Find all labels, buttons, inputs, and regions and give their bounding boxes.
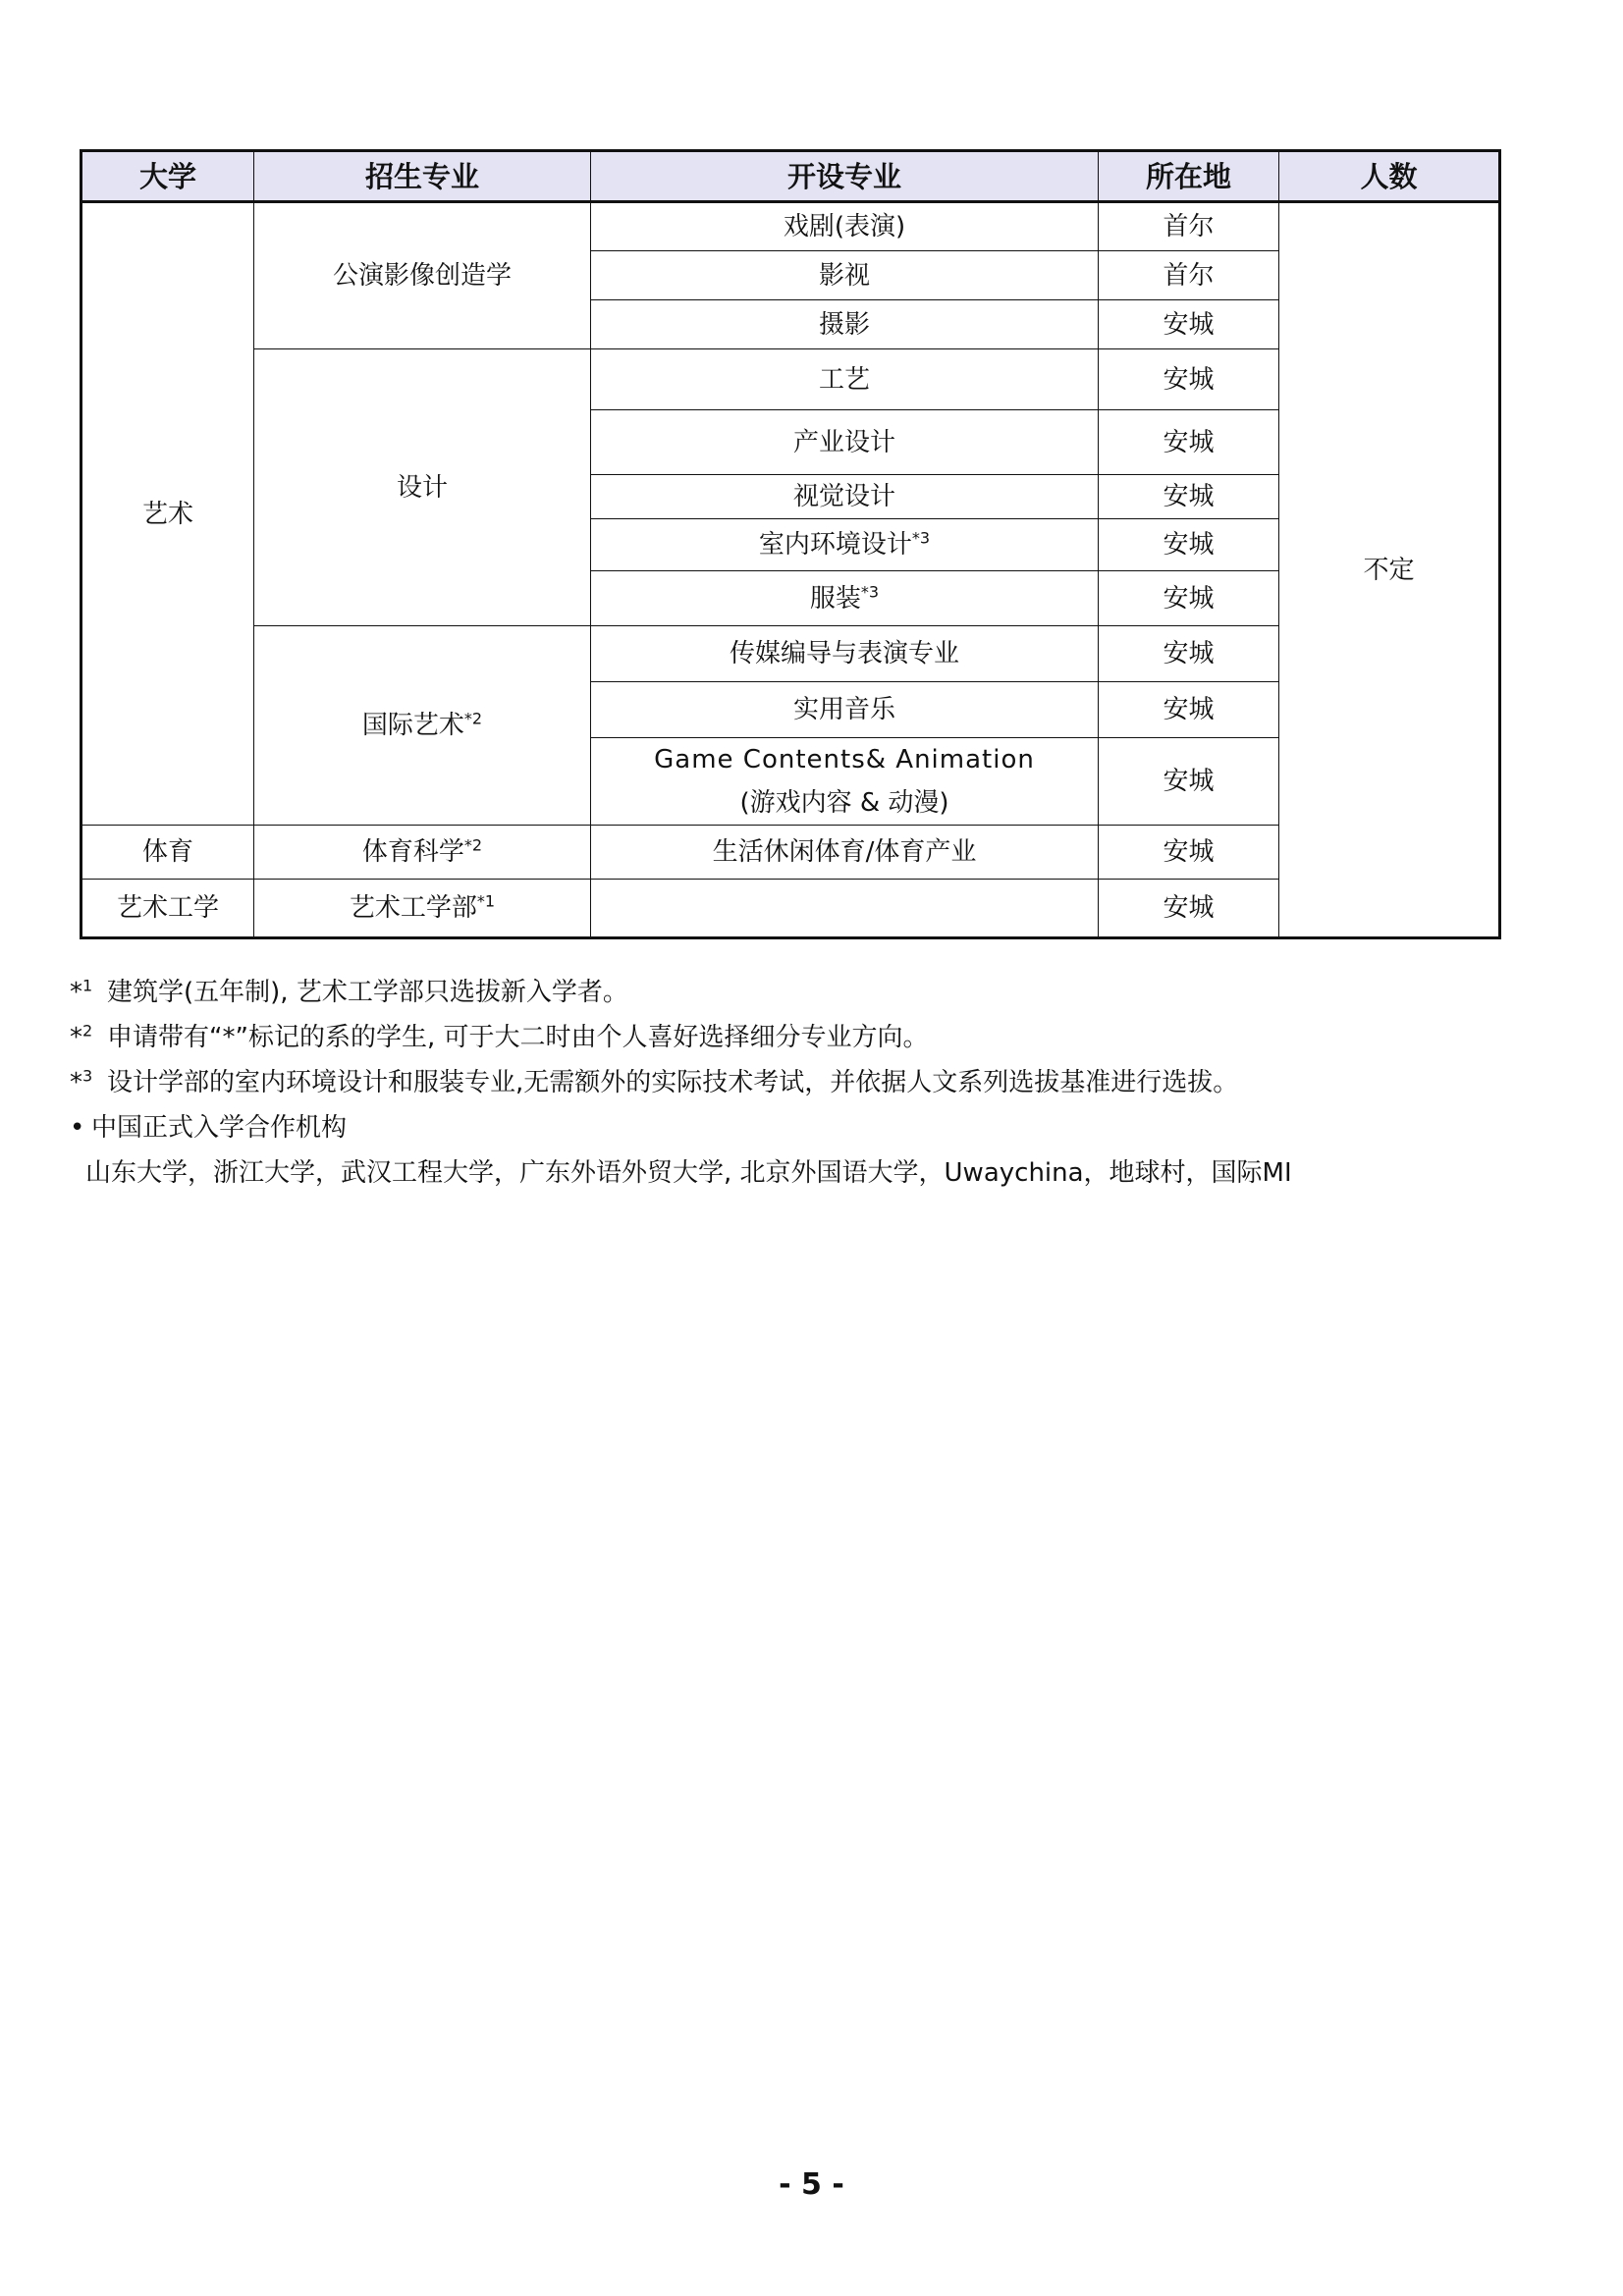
offered-fashion xyxy=(591,571,1099,626)
footnote-2-marker xyxy=(70,1015,107,1060)
header-university: 大学 xyxy=(81,151,254,202)
footnote-3 xyxy=(70,1060,1292,1105)
header-quota: 人数 xyxy=(1279,151,1500,202)
group-art-eng: 艺术工学 xyxy=(81,880,254,938)
header-offered-major: 开设专业 xyxy=(591,151,1099,202)
asterisk: * xyxy=(70,1023,82,1052)
major-performing: 公演影像创造学 xyxy=(254,202,591,349)
group-sports: 体育 xyxy=(81,826,254,880)
footnote-mark: *2 xyxy=(463,709,483,728)
location-fashion: 安城 xyxy=(1099,571,1279,626)
location-media: 安城 xyxy=(1099,626,1279,682)
group-art: 艺术 xyxy=(81,202,254,826)
footnote-3-marker xyxy=(70,1060,107,1105)
offered-fashion-text: 服装 xyxy=(809,583,861,614)
major-intl-art xyxy=(254,626,591,826)
location-leisure: 安城 xyxy=(1099,826,1279,880)
footnote-mark: *3 xyxy=(860,581,880,601)
footnote-number: 1 xyxy=(82,976,93,995)
offered-leisure: 生活休闲体育/体育产业 xyxy=(591,826,1099,880)
offered-photo: 摄影 xyxy=(591,300,1099,349)
location-interior: 安城 xyxy=(1099,519,1279,571)
footnote-number: 3 xyxy=(82,1066,93,1086)
offered-game-line1: Game Contents& Animation xyxy=(654,745,1035,774)
footnote-1 xyxy=(70,970,1292,1015)
footnotes xyxy=(70,970,1292,1196)
quota-value: 不定 xyxy=(1279,202,1500,938)
header-admission-major: 招生专业 xyxy=(254,151,591,202)
major-sports-sci xyxy=(254,826,591,880)
page-number: - 5 - xyxy=(779,2167,844,2202)
major-intl-art-text: 国际艺术 xyxy=(361,711,464,740)
footnote-1-marker xyxy=(70,970,107,1015)
offered-game xyxy=(591,738,1099,826)
location-photo: 安城 xyxy=(1099,300,1279,349)
offered-art-eng xyxy=(591,880,1099,938)
location-craft: 安城 xyxy=(1099,349,1279,410)
footnote-3-text: 设计学部的室内环境设计和服装专业,无需额外的实际技术考试，并依据人文系列选拔基准进行选拔。 xyxy=(107,1068,1239,1097)
admission-table xyxy=(80,149,1501,939)
offered-visual: 视觉设计 xyxy=(591,475,1099,519)
offered-drama: 戏剧(表演) xyxy=(591,202,1099,251)
footnote-number: 2 xyxy=(82,1021,93,1041)
footnote-2-text: 申请带有“*”标记的系的学生, 可于大二时由个人喜好选择细分专业方向。 xyxy=(107,1023,929,1052)
offered-industrial: 产业设计 xyxy=(591,410,1099,475)
location-drama: 首尔 xyxy=(1099,202,1279,251)
offered-interior xyxy=(591,519,1099,571)
offered-interior-text: 室内环境设计 xyxy=(758,530,912,560)
offered-music: 实用音乐 xyxy=(591,682,1099,738)
footnote-mark: *3 xyxy=(911,528,931,548)
location-industrial: 安城 xyxy=(1099,410,1279,475)
location-visual: 安城 xyxy=(1099,475,1279,519)
location-music: 安城 xyxy=(1099,682,1279,738)
footnote-mark: *1 xyxy=(476,891,496,911)
footnote-1-text: 建筑学(五年制), 艺术工学部只选拔新入学者。 xyxy=(107,978,628,1007)
asterisk: * xyxy=(70,1068,82,1097)
footnote-mark: *2 xyxy=(463,835,483,855)
major-design: 设计 xyxy=(254,349,591,626)
major-art-eng-dept xyxy=(254,880,591,938)
location-game: 安城 xyxy=(1099,738,1279,826)
location-film: 首尔 xyxy=(1099,251,1279,300)
partners-title: 中国正式入学合作机构 xyxy=(91,1113,348,1143)
offered-craft: 工艺 xyxy=(591,349,1099,410)
footnote-2 xyxy=(70,1015,1292,1060)
offered-media: 传媒编导与表演专业 xyxy=(591,626,1099,682)
major-sports-sci-text: 体育科学 xyxy=(361,837,464,867)
offered-game-line2: (游戏内容 & 动漫) xyxy=(739,788,949,818)
major-art-eng-dept-text: 艺术工学部 xyxy=(349,893,477,923)
partners-heading xyxy=(70,1105,1292,1150)
table-row xyxy=(81,202,1500,251)
location-art-eng: 安城 xyxy=(1099,880,1279,938)
bullet-icon: • xyxy=(70,1113,85,1143)
header-location: 所在地 xyxy=(1099,151,1279,202)
table-header-row xyxy=(81,151,1500,202)
offered-film: 影视 xyxy=(591,251,1099,300)
asterisk: * xyxy=(70,978,82,1007)
partners-list: 山东大学，浙江大学，武汉工程大学，广东外语外贸大学, 北京外国语大学，Uwaychina，地球村，国际MI xyxy=(85,1158,1292,1188)
